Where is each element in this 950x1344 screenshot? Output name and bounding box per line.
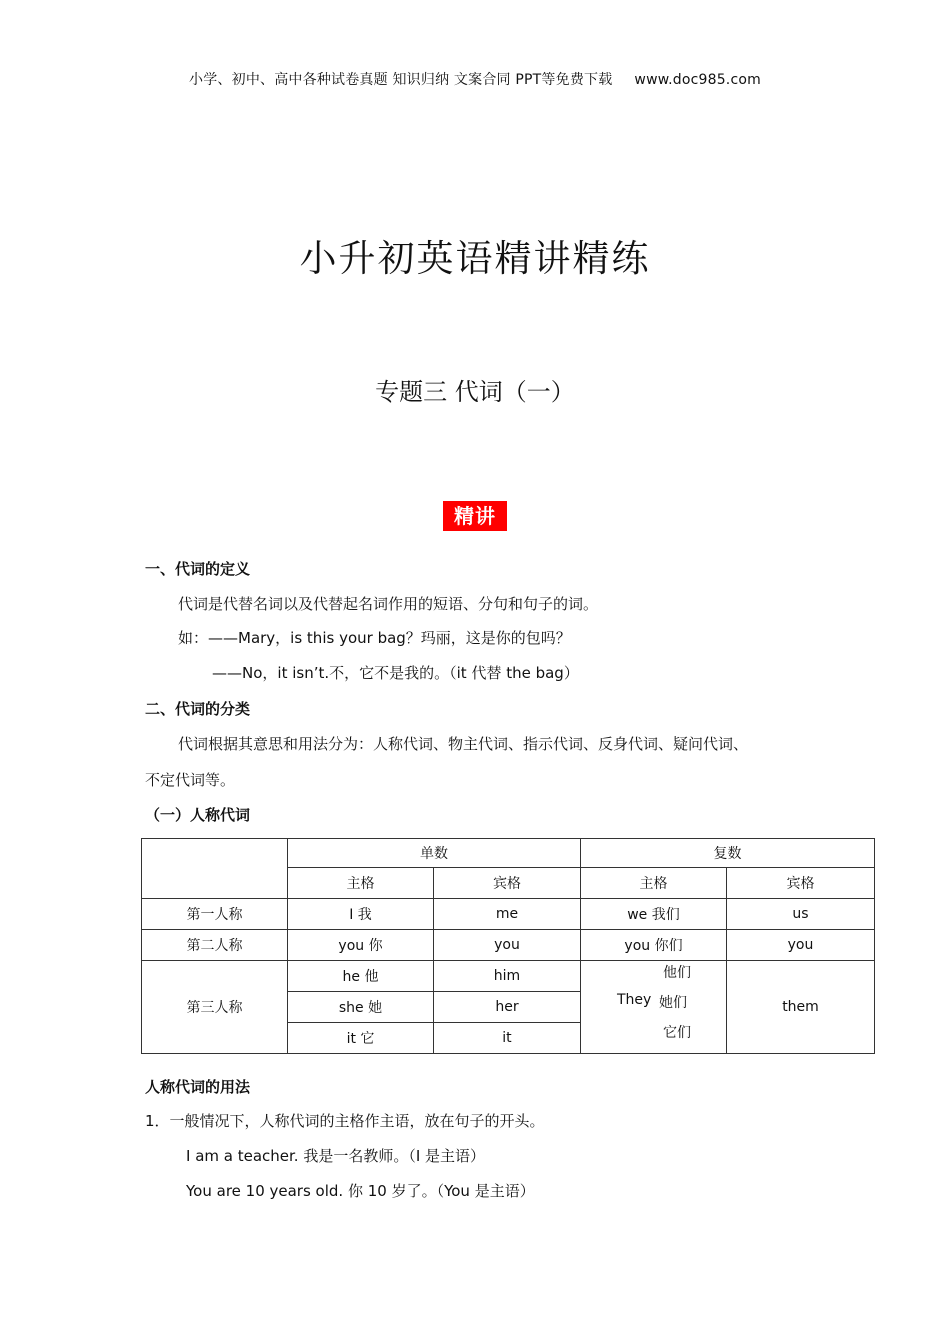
table-row <box>142 899 875 930</box>
they-he-text: 他们 <box>663 965 691 981</box>
table-cell: you 你们 <box>581 930 727 961</box>
they-it-text: 它们 <box>663 1025 691 1041</box>
plural-nominative-header: 主格 <box>581 868 727 899</box>
header-text: 小学、初中、高中各种试卷真题 知识归纳 文案合同 PPT等免费下载 <box>189 72 613 88</box>
singular-header: 单数 <box>288 839 581 868</box>
table-cell: her <box>434 992 581 1023</box>
usage-example-2: You are 10 years old. 你 10 岁了。（You 是主语） <box>186 1182 535 1200</box>
plural-objective-header: 宾格 <box>727 868 875 899</box>
page-header <box>0 69 950 89</box>
table-cell: us <box>727 899 875 930</box>
table-cell: you <box>727 930 875 961</box>
they-word: They <box>617 992 652 1008</box>
jingjiang-badge: 精讲 <box>443 501 507 531</box>
document-title: 小升初英语精讲精练 <box>299 237 651 280</box>
classification-line-2: 不定代词等。 <box>145 771 236 789</box>
table-cell: you <box>434 930 581 961</box>
personal-pronoun-heading: （一）人称代词 <box>145 806 251 824</box>
usage-example-1: I am a teacher. 我是一名教师。（I 是主语） <box>186 1147 486 1165</box>
row-label: 第二人称 <box>142 930 288 961</box>
usage-heading: 人称代词的用法 <box>145 1078 251 1096</box>
singular-nominative-header: 主格 <box>288 868 434 899</box>
table-cell: it 它 <box>288 1023 434 1054</box>
table-cell: it <box>434 1023 581 1054</box>
definition-text: 代词是代替名词以及代替起名词作用的短语、分句和句子的词。 <box>178 595 599 613</box>
table-cell: he 他 <box>288 961 434 992</box>
table-row <box>142 961 875 992</box>
they-she-text: 她们 <box>659 995 687 1011</box>
section2-heading: 二、代词的分类 <box>145 700 251 718</box>
table-cell: I 我 <box>288 899 434 930</box>
usage-item-1: 1．一般情况下，人称代词的主格作主语，放在句子的开头。 <box>145 1112 545 1130</box>
them-cell: them <box>727 961 875 1054</box>
table-cell: me <box>434 899 581 930</box>
header-site: www.doc985.com <box>634 72 761 88</box>
row-label: 第三人称 <box>142 961 288 1054</box>
singular-objective-header: 宾格 <box>434 868 581 899</box>
row-label: 第一人称 <box>142 899 288 930</box>
personal-pronoun-table <box>141 838 875 1054</box>
table-cell: we 我们 <box>581 899 727 930</box>
example-line-1: 如：——Mary，is this your bag？玛丽，这是你的包吗？ <box>178 629 571 647</box>
section1-heading: 一、代词的定义 <box>145 560 251 578</box>
table-cell: you 你 <box>288 930 434 961</box>
table-cell: she 她 <box>288 992 434 1023</box>
table-corner-cell <box>142 839 288 899</box>
they-cell <box>581 961 727 1054</box>
table-cell: him <box>434 961 581 992</box>
classification-line-1: 代词根据其意思和用法分为：人称代词、物主代词、指示代词、反身代词、疑问代词、 <box>178 735 749 753</box>
plural-header: 复数 <box>581 839 875 868</box>
example-line-2: ——No，it isn’t.不，它不是我的。（it 代替 the bag） <box>212 664 579 682</box>
table-row <box>142 930 875 961</box>
document-subtitle: 专题三 代词（一） <box>375 378 575 406</box>
